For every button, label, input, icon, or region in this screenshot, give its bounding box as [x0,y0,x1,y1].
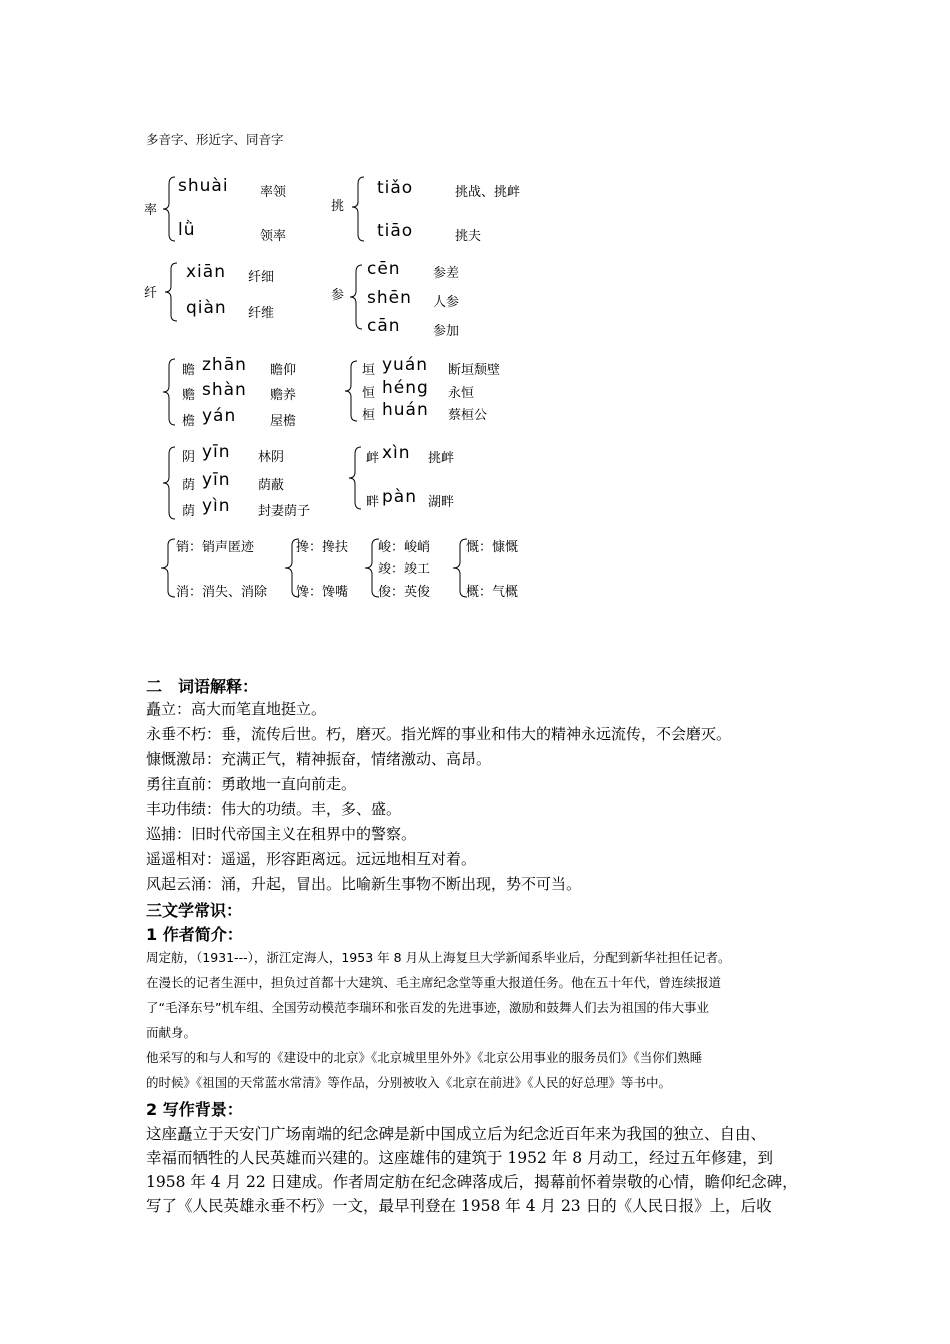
group-char: 挑 [331,199,345,214]
similar-char: 桓 [362,408,376,423]
similar-char: 恒 [362,386,376,401]
similar-char-entry: 俊：英俊 [378,585,431,600]
similar-char: 垣 [362,363,376,378]
brace-icon [160,538,176,598]
similar-char: 瞻 [182,363,196,378]
definition-line: 遥遥相对：遥遥，形容距离远。远远地相互对着。 [146,850,477,868]
example-word: 瞻仰 [270,363,297,378]
similar-char: 檐 [182,414,196,429]
example-word: 挑夫 [455,229,482,244]
similar-char-entry: 峻：峻峭 [378,540,431,555]
example-word: 蔡桓公 [448,408,488,423]
pinyin: yuán [382,355,429,375]
similar-char-entry: 消：消失、消除 [176,585,268,600]
definition-line: 风起云涌：涌，升起，冒出。比喻新生事物不断出现，势不可当。 [146,875,582,893]
pinyin: shēn [367,288,412,308]
example-word: 纤维 [248,306,275,321]
writing-background-line: 这座矗立于天安门广场南端的纪念碑是新中国成立后为纪念近百年来为我国的独立、自由、 [146,1125,767,1143]
definition-line: 矗立：高大而笔直地挺立。 [146,700,327,718]
example-word: 屋檐 [270,414,297,429]
pinyin: cēn [367,259,401,279]
brace-icon [162,176,176,242]
pinyin: lǜ [178,220,196,240]
group-char: 参 [331,288,345,303]
section-1-title: 多音字、形近字、同音字 [146,132,284,147]
pinyin: pàn [382,487,417,507]
example-word: 赡养 [270,388,297,403]
section-2-title: 二 词语解释： [146,677,259,696]
example-word: 领率 [260,229,287,244]
example-word: 参差 [433,266,460,281]
definition-line: 丰功伟绩：伟大的功绩。丰，多、盛。 [146,800,402,818]
example-word: 挑衅 [428,451,455,466]
example-word: 永恒 [448,386,475,401]
author-intro-title: 1 作者简介： [146,925,243,944]
example-word: 人参 [433,295,460,310]
similar-char: 阴 [182,450,196,465]
similar-char-entry: 搀：搀扶 [296,540,349,555]
section-3-title: 三文学常识： [146,901,243,920]
similar-char-entry: 概：气概 [466,585,519,600]
writing-background-line: 写了《人民英雄永垂不朽》一文，最早刊登在 1958 年 4 月 23 日的《人民日报》上，后收 [146,1197,772,1215]
similar-char-entry: 销：销声匿迹 [176,540,255,555]
definition-line: 永垂不朽：垂，流传后世。朽，磨灭。指光辉的事业和伟大的精神永远流传，不会磨灭。 [146,725,732,743]
author-intro-line: 他采写的和与人和写的《建设中的北京》《北京城里里外外》《北京公用事业的服务员们》《当你们熟睡 [146,1050,703,1065]
similar-char-entry: 慨：慷慨 [466,540,519,555]
pinyin: yìn [202,496,231,516]
example-word: 参加 [433,324,460,339]
similar-char-entry: 馋：馋嘴 [296,585,349,600]
example-word: 纤细 [248,270,275,285]
similar-char-entry: 竣：竣工 [378,562,431,577]
brace-icon [344,360,358,422]
example-word: 封妻荫子 [258,504,311,519]
pinyin: shuài [178,176,229,196]
similar-char: 畔 [366,495,380,510]
similar-char: 衅 [366,451,380,466]
pinyin: yán [202,406,237,426]
pinyin: tiāo [377,221,414,241]
pinyin: shàn [202,380,247,400]
brace-icon [351,176,365,242]
brace-icon [162,358,176,426]
pinyin: qiàn [186,298,227,318]
definition-line: 巡捕：旧时代帝国主义在租界中的警察。 [146,825,417,843]
example-word: 湖畔 [428,495,455,510]
author-intro-line: 在漫长的记者生涯中，担负过首都十大建筑、毛主席纪念堂等重大报道任务。他在五十年代，曾连续报道 [146,975,722,990]
pinyin: cān [367,316,401,336]
pinyin: xiān [186,262,226,282]
similar-char: 荫 [182,504,196,519]
definition-line: 勇往直前：勇敢地一直向前走。 [146,775,357,793]
pinyin: zhān [202,355,247,375]
writing-background-line: 幸福而牺牲的人民英雄而兴建的。这座雄伟的建筑于 1952 年 8 月动工，经过五年修建，到 [146,1149,774,1167]
example-word: 林阴 [258,450,285,465]
group-char: 纤 [144,286,158,301]
example-word: 断垣颓壁 [448,363,501,378]
definition-line: 慷慨激昂：充满正气，精神振奋，情绪激动、高昂。 [146,750,492,768]
brace-icon [349,264,363,330]
brace-icon [348,446,362,510]
writing-background-title: 2 写作背景： [146,1100,243,1119]
author-intro-line: 周定舫，（1931---），浙江定海人，1953 年 8 月从上海复旦大学新闻系毕业后，分配到新华社担任记者。 [146,950,731,965]
writing-background-line: 1958 年 4 月 22 日建成。作者周定舫在纪念碑落成后，揭幕前怀着崇敬的心情，瞻仰纪念碑， [146,1173,798,1191]
pinyin: xìn [382,443,411,463]
pinyin: yīn [202,442,231,462]
group-char: 率 [144,203,158,218]
brace-icon [164,262,178,322]
example-word: 率领 [260,185,287,200]
pinyin: tiǎo [377,178,414,198]
author-intro-line: 而献身。 [146,1025,197,1040]
author-intro-line: 了“毛泽东号”机车组、全国劳动模范李瑞环和张百发的先进事迹，激励和鼓舞人们去为祖国的伟大事业 [146,1000,709,1015]
similar-char: 荫 [182,478,196,493]
pinyin: héng [382,378,429,398]
pinyin: yīn [202,470,231,490]
example-word: 挑战、挑衅 [455,185,521,200]
author-intro-line: 的时候》《祖国的天常蓝水常清》等作品，分别被收入《北京在前进》《人民的好总理》等书中。 [146,1075,672,1090]
brace-icon [162,446,176,520]
example-word: 荫蔽 [258,478,285,493]
similar-char: 赡 [182,388,196,403]
pinyin: huán [382,400,429,420]
